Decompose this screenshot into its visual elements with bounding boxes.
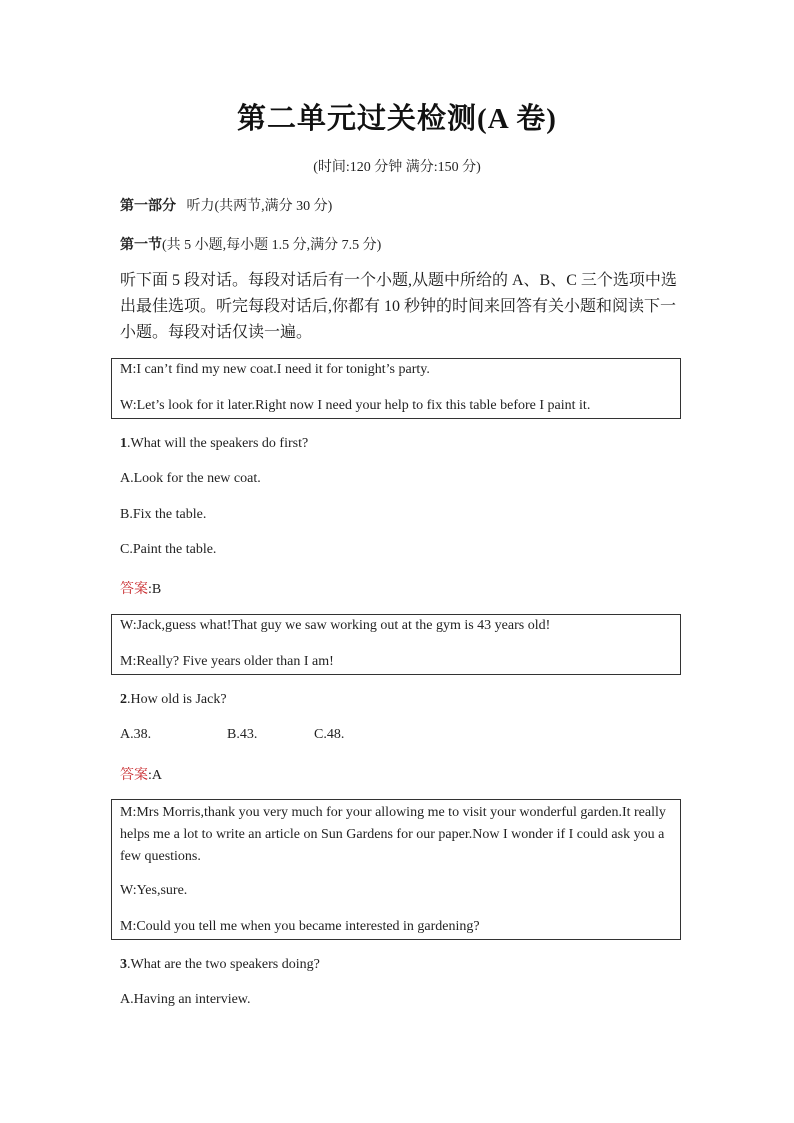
dialogue-box-3 bbox=[111, 799, 681, 940]
option-c: C.Paint the table. bbox=[120, 542, 217, 557]
question-text: .How old is Jack? bbox=[127, 692, 227, 707]
answer-1 bbox=[120, 578, 161, 598]
option-a: A.Having an interview. bbox=[120, 992, 251, 1007]
page-title: 第二单元过关检测(A 卷) bbox=[237, 103, 557, 135]
dialogue-box-1 bbox=[111, 358, 681, 419]
question-text: .What are the two speakers doing? bbox=[127, 957, 320, 972]
dialogue-line: M:Really? Five years older than I am! bbox=[120, 654, 334, 669]
section-one-label: 第一节 bbox=[120, 238, 162, 253]
exam-time-and-score: (时间:120 分钟 满分:150 分) bbox=[313, 160, 481, 175]
option-b: B.Fix the table. bbox=[120, 507, 207, 522]
dialogue-line: M:Could you tell me when you became interested in gardening? bbox=[120, 919, 480, 934]
option-c: C.48. bbox=[314, 727, 345, 742]
dialogue-line: M:Mrs Morris,thank you very much for your allowing me to visit your wonderful garden.It really helps me a lot to write an article on Sun Gardens for our paper.Now I wonder if I could ask you a few questions. bbox=[120, 805, 666, 864]
dialogue-line: W:Let’s look for it later.Right now I need your help to fix this table before I paint it. bbox=[120, 398, 591, 413]
answer-label: 答案 bbox=[120, 582, 148, 597]
part-one-heading bbox=[120, 195, 332, 215]
dialogue-box-2 bbox=[111, 614, 681, 675]
question-1 bbox=[120, 436, 308, 452]
listening-instructions: 听下面 5 段对话。每段对话后有一个小题,从题中所给的 A、B、C 三个选项中选出最佳选项。听完每段对话后,你都有 10 秒钟的时间来回答有关小题和阅读下一小题。每段对话仅读一遍。 bbox=[120, 272, 677, 341]
dialogue-line: M:I can’t find my new coat.I need it for tonight’s party. bbox=[120, 362, 430, 377]
part-one-label: 第一部分 bbox=[120, 199, 176, 214]
option-a: A.Look for the new coat. bbox=[120, 471, 261, 486]
question-text: .What will the speakers do first? bbox=[127, 436, 309, 451]
option-b: B.43. bbox=[227, 727, 258, 742]
answer-value: :A bbox=[148, 768, 162, 783]
answer-label: 答案 bbox=[120, 768, 148, 783]
question-number: 3 bbox=[120, 957, 127, 972]
dialogue-line: W:Jack,guess what!That guy we saw working out at the gym is 43 years old! bbox=[120, 618, 551, 633]
option-a: A.38. bbox=[120, 727, 152, 742]
question-2 bbox=[120, 692, 227, 708]
answer-value: :B bbox=[148, 582, 162, 597]
section-one-desc: (共 5 小题,每小题 1.5 分,满分 7.5 分) bbox=[162, 238, 382, 253]
question-number: 2 bbox=[120, 692, 127, 707]
question-number: 1 bbox=[120, 436, 127, 451]
answer-2 bbox=[120, 764, 162, 784]
question-3 bbox=[120, 957, 320, 973]
dialogue-line: W:Yes,sure. bbox=[120, 883, 188, 898]
section-one-heading bbox=[120, 234, 381, 254]
part-one-desc: 听力(共两节,满分 30 分) bbox=[186, 199, 333, 214]
